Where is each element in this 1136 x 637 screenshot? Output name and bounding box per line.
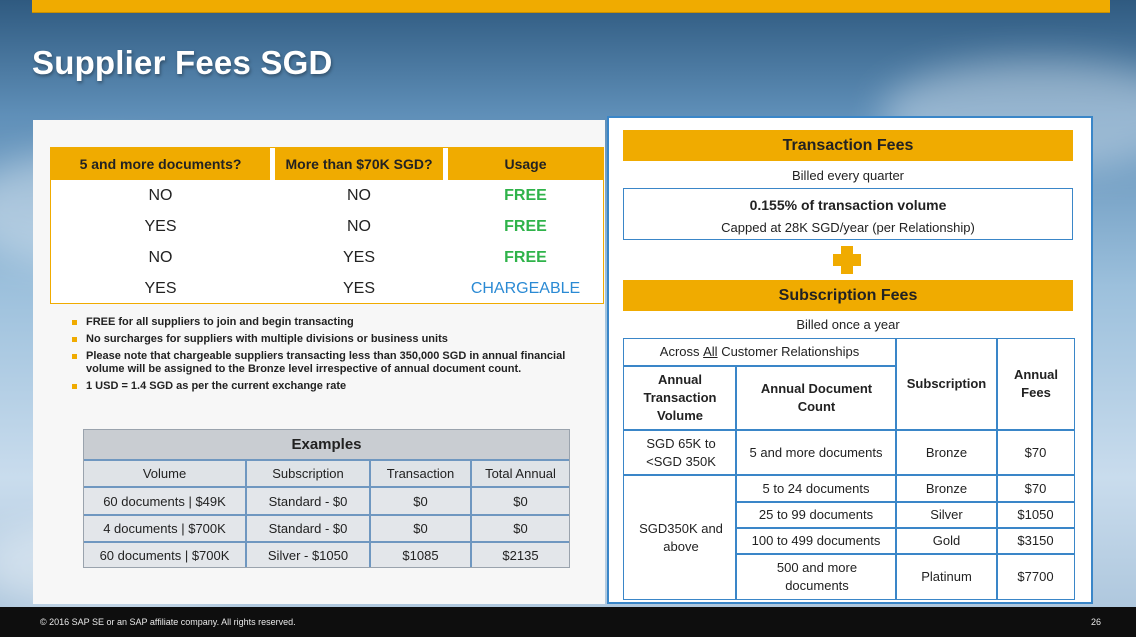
group-header-underlined: All	[703, 344, 718, 359]
plus-icon-horizontal	[833, 254, 861, 266]
examples-cell: Standard - $0	[247, 488, 371, 514]
usage-row	[51, 242, 603, 273]
subscription-fee-cell: $7700	[1017, 569, 1054, 584]
usage-row	[51, 273, 603, 304]
column-header-document-count: Annual Document Count	[760, 381, 873, 414]
subscription-level-cell: Bronze	[925, 480, 968, 496]
examples-row	[84, 541, 569, 567]
usage-cell: NO	[148, 248, 173, 266]
examples-table	[83, 429, 570, 568]
examples-title: Examples	[84, 430, 569, 459]
usage-table	[50, 147, 604, 304]
usage-header-documents: 5 and more documents?	[51, 148, 270, 180]
examples-row	[84, 514, 569, 541]
usage-row	[51, 180, 603, 211]
page-number: 26	[1090, 617, 1101, 627]
subscription-level-cell: Silver	[930, 506, 963, 522]
usage-cell: NO	[347, 186, 371, 204]
note-item: 1 USD = 1.4 SGD as per the current exchange rate	[70, 380, 570, 393]
subscription-fee-cell: $70	[1024, 444, 1047, 460]
subscription-billing-text: Billed once a year	[796, 317, 900, 332]
usage-status-free: FREE	[504, 186, 547, 204]
usage-header-usage: Usage	[448, 148, 603, 180]
examples-cell: 4 documents | $700K	[84, 516, 247, 541]
usage-row	[51, 211, 603, 242]
usage-cell: NO	[148, 186, 173, 204]
examples-header: Total Annual	[485, 466, 556, 481]
note-item: Please note that chargeable suppliers transacting less than 350,000 SGD in annual financial volume will be assigned to the Bronze level irrespective of annual document count.	[70, 350, 570, 376]
examples-header-row	[84, 459, 569, 486]
transaction-billing-text: Billed every quarter	[792, 168, 904, 183]
usage-cell: YES	[342, 248, 375, 266]
subscription-fee-cell: $3150	[1017, 532, 1054, 548]
usage-cell: NO	[347, 217, 371, 235]
examples-cell: 60 documents | $49K	[84, 488, 247, 514]
examples-cell: $0	[513, 493, 528, 509]
slide-title: Supplier Fees SGD	[32, 44, 333, 81]
subscription-level-cell: Bronze	[925, 444, 968, 460]
subscription-count-cell: 5 to 24 documents	[762, 480, 870, 496]
examples-cell: $0	[371, 516, 472, 541]
subscription-count-cell: 500 and more documents	[776, 560, 858, 593]
usage-header-volume: More than $70K SGD?	[275, 148, 443, 180]
subscription-fee-cell: $1050	[1017, 506, 1054, 522]
examples-header: Subscription	[247, 461, 371, 486]
subscription-count-cell: 25 to 99 documents	[758, 506, 874, 522]
examples-cell: $0	[513, 521, 528, 536]
usage-status-chargeable: CHARGEABLE	[470, 279, 581, 297]
copyright-text: © 2016 SAP SE or an SAP affiliate company. All rights reserved.	[40, 617, 296, 627]
subscription-fee-cell: $70	[1024, 480, 1047, 496]
transaction-cap: Capped at 28K SGD/year (per Relationship)	[721, 220, 975, 235]
transaction-rate-box	[623, 188, 1073, 240]
usage-cell: YES	[342, 279, 375, 297]
subscription-fees-header: Subscription Fees	[623, 280, 1073, 311]
note-item: No surcharges for suppliers with multiple divisions or business units	[70, 333, 570, 346]
examples-cell: Standard - $0	[247, 516, 371, 541]
tier-volume-small: SGD 65K to <SGD 350K	[646, 435, 716, 469]
usage-status-free: FREE	[504, 217, 547, 235]
header-accent-bar	[32, 0, 1110, 13]
group-header-prefix: Across	[659, 344, 704, 359]
usage-status-free: FREE	[504, 248, 547, 266]
transaction-rate: 0.155% of transaction volume	[749, 197, 947, 213]
examples-cell: $0	[371, 488, 472, 514]
examples-cell: 60 documents | $700K	[84, 543, 247, 567]
subscription-count-cell: 100 to 499 documents	[751, 532, 881, 548]
usage-cell: YES	[144, 279, 177, 297]
slide-footer	[0, 607, 1136, 637]
transaction-fees-header: Transaction Fees	[623, 130, 1073, 161]
subscription-table	[623, 338, 1075, 600]
column-header-subscription: Subscription	[906, 376, 987, 391]
examples-row	[84, 486, 569, 514]
notes-list	[70, 316, 570, 397]
examples-header: Volume	[84, 461, 247, 486]
examples-header: Transaction	[371, 461, 472, 486]
group-header-suffix: Customer Relationships	[717, 344, 860, 359]
group-header-all-relationships	[624, 339, 895, 365]
usage-cell: YES	[144, 217, 177, 235]
examples-cell: $2135	[502, 547, 539, 563]
subscription-count-cell: 5 and more documents	[749, 444, 883, 460]
column-header-annual-fees: Annual Fees	[1013, 367, 1059, 400]
examples-cell: Silver - $1050	[247, 543, 371, 567]
subscription-level-cell: Gold	[932, 532, 961, 548]
note-item: FREE for all suppliers to join and begin transacting	[70, 316, 570, 329]
tier-volume-large: SGD350K and above	[639, 520, 723, 554]
subscription-level-cell: Platinum	[921, 569, 972, 584]
column-header-volume: Annual Transaction Volume	[643, 372, 717, 423]
examples-cell: $1085	[371, 543, 472, 567]
